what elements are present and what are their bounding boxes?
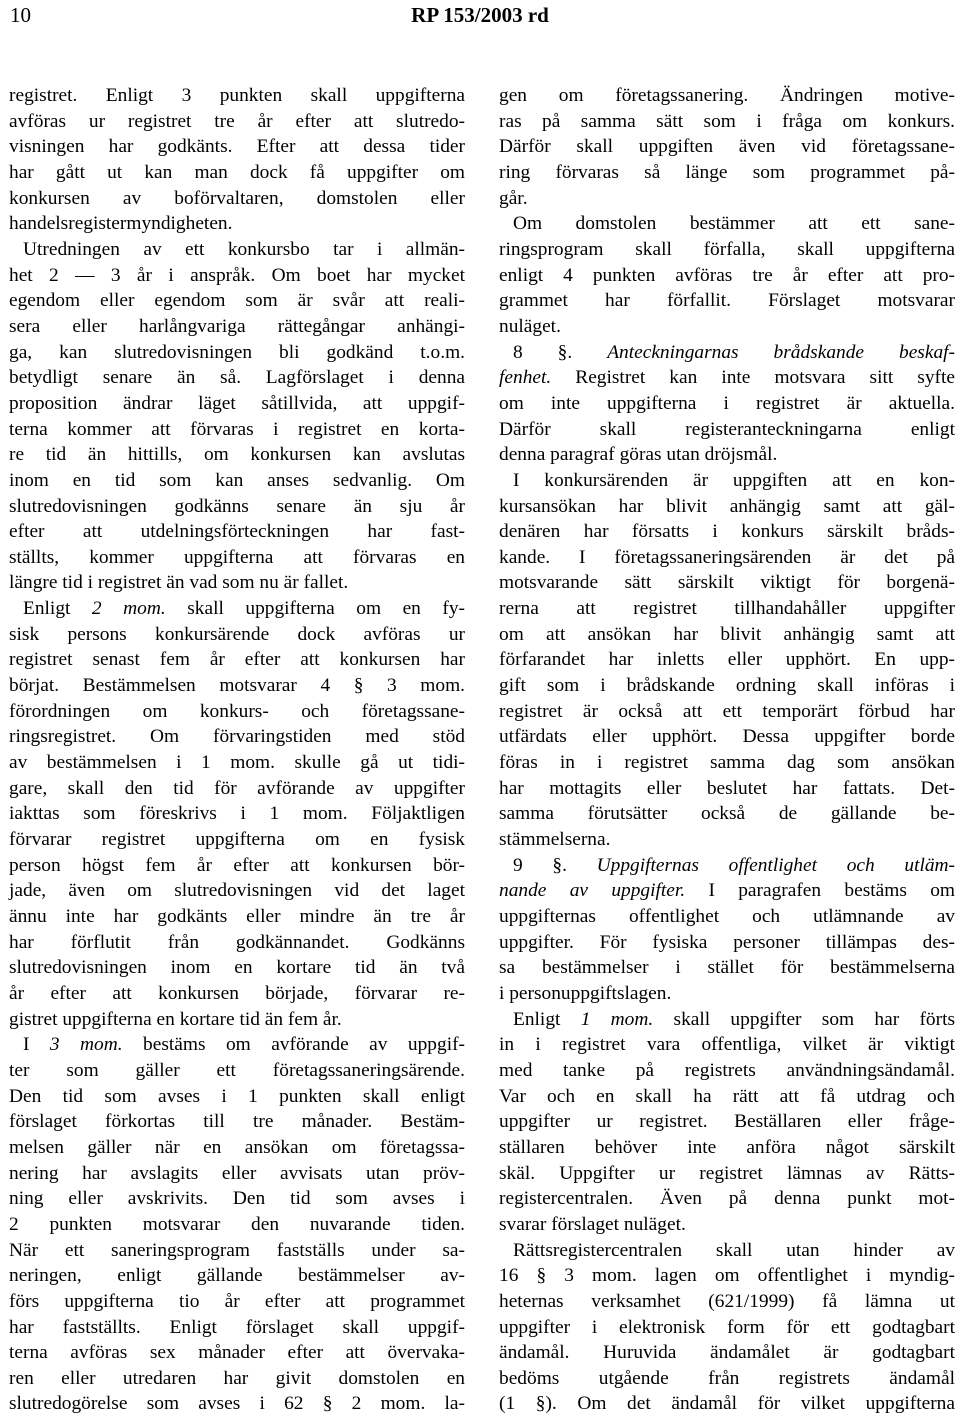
text-line: avföras ur registret tre år efter att slutredo- [9, 110, 465, 132]
text-line: motsvarande sätt särskilt viktigt för borgenä- [499, 572, 955, 594]
italic-text: 3 mom. [49, 1034, 123, 1056]
text-line: terna kommer att förvaras i registret en korta- [9, 418, 465, 440]
text-line: av bestämmelsen i 1 mom. skulle gå ut tidi- [9, 752, 465, 774]
text-line: har fastställts. Enligt förslaget skall uppgif- [9, 1316, 465, 1338]
text-line: ännu inte har godkänts eller mindre än tre år [9, 906, 465, 927]
text-line: proposition ändrar läget såtillvida, att uppgif- [9, 392, 465, 414]
text-line: (1 §). Om det ändamål för vilket uppgifterna [499, 1393, 955, 1415]
text-line: denären har försatts i konkurs särskilt bråds- [499, 521, 955, 543]
text-line: nande av uppgifter. I paragrafen bestäms om [499, 880, 955, 902]
text-line: svarar förslaget nuläget. [499, 1213, 686, 1235]
text-line: re tid än hittills, om konkursen kan avslutas [9, 444, 465, 466]
text-line: konkursen av boförvaltaren, domstolen eller [9, 187, 465, 209]
text-line: Rättsregistercentralen skall utan hinder av [513, 1239, 955, 1261]
text-line: ring förvaras så länge som programmet på- [499, 161, 955, 183]
text-line: ter som gäller ett företagssaneringsärende. [9, 1059, 465, 1081]
text-line: visningen har godkänts. Efter att dessa tider [9, 136, 465, 158]
text-line: person högst fem år efter att konkursen bör- [9, 854, 465, 876]
text-line: samma förutsätter också de gällande be- [499, 803, 955, 825]
text-line: kande. I företagssaneringsärenden är det på [499, 546, 955, 568]
text-line: förfarandet har inletts eller upphört. En upp- [499, 649, 955, 671]
text-line: Den tid som avses i 1 punkten skall enligt [9, 1085, 465, 1107]
text-line: med tanke på registrets användningsändamål. [499, 1059, 955, 1081]
italic-text: nande av uppgifter. [499, 880, 686, 902]
italic-text: 2 mom. [91, 598, 166, 620]
text-line: gare, skall den tid för avförande av uppgifter [9, 777, 465, 799]
text-line: handelsregistermyndigheten. [9, 213, 233, 235]
text-line: registret. Enligt 3 punkten skall uppgifterna [9, 85, 465, 106]
text-line: Därför skall registeranteckningarna enligt [499, 418, 955, 440]
text-line: grammet har förfallit. Förslaget motsvarar [499, 290, 955, 312]
text-line: rerna att registret tillhandahåller uppgifter [499, 598, 955, 620]
text-line: utfärdats eller upphört. Dessa uppgifter borde [499, 726, 955, 748]
text-line: förvarar registret uppgifterna om en fysisk [9, 829, 465, 851]
italic-text: fenhet. [499, 367, 552, 389]
text-line: Om domstolen bestämmer att ett sane- [513, 213, 955, 235]
text-line: Utredningen av ett konkursbo tar i allmän- [23, 238, 465, 260]
text-line: Var och en skall ha rätt att få utdrag och [499, 1085, 955, 1107]
text-line: När ett saneringsprogram fastställs under sa- [9, 1239, 465, 1261]
text-line: stämmelserna. [499, 829, 611, 851]
text-line: föras in i registret samma dag som ansökan [499, 752, 955, 774]
text-line: ga, kan slutredovisningen bli godkänd t.o.m. [9, 341, 465, 363]
text-line: fenhet. Registret kan inte motsvara sitt syfte [499, 367, 955, 389]
text-line: Enligt 1 mom. skall uppgifter som har förts [513, 1008, 955, 1030]
italic-text: 1 mom. [580, 1008, 654, 1030]
text-line: om att ansökan har blivit anhängig samt att [499, 623, 955, 645]
text-line: kursansökan har blivit anhängig samt att gäl- [499, 495, 955, 517]
text-line: gistret uppgifterna en kortare tid än fem år. [9, 1008, 342, 1030]
text-line: I konkursärenden är uppgiften att en kon- [513, 469, 955, 491]
text-line: 2 punkten motsvarar den nuvarande tiden. [9, 1213, 465, 1235]
text-line: I 3 mom. bestäms om avförande av uppgif- [23, 1034, 465, 1056]
text-line: betydligt senare än så. Lagförslaget i denna [9, 367, 465, 389]
text-line: registret är också att ett temporärt förbud har [499, 700, 955, 722]
text-line: ras på samma sätt som i fråga om konkurs. [499, 110, 955, 132]
text-line: bedöms utgående från registrets ändamål [499, 1367, 955, 1389]
text-line: in i registret vara offentliga, vilket är viktigt [499, 1034, 955, 1056]
text-line: ning eller avskrivits. Den tid som avses i [9, 1188, 465, 1210]
text-line: slutredovisningen inom en kortare tid än två [9, 957, 465, 979]
text-line: sera eller harlångvariga rättegångar anhängi- [9, 315, 465, 337]
text-line: har gått ut kan man dock få uppgifter om [9, 161, 465, 183]
text-line: inom en tid som kan anses sedvanlig. Om [9, 469, 465, 491]
text-line: uppgifternas offentlighet och utlämnande av [499, 906, 955, 927]
text-line: ändamål. Huruvida ändamålet är godtagbart [499, 1342, 955, 1364]
text-line: gen om företagssanering. Ändringen motive- [499, 85, 955, 106]
text-line: iakttas som föreskrivs i 1 mom. Följaktligen [9, 803, 465, 825]
text-line: förordningen om konkurs- och företagssane- [9, 700, 465, 722]
text-line: denna paragraf göras utan dröjsmål. [499, 444, 778, 466]
page-number: 10 [10, 3, 31, 27]
text-line: förslaget förkortas till tre månader. Bestäm- [9, 1111, 465, 1133]
page-header [0, 0, 960, 40]
text-line: ställts, kommer uppgifterna att förvaras en [9, 546, 465, 568]
text-line: börjat. Bestämmelsen motsvarar 4 § 3 mom. [9, 675, 465, 697]
text-line: slutredogörelse som avses i 62 § 2 mom. la- [9, 1393, 465, 1415]
text-line: längre tid i registret än vad som nu är fallet. [9, 572, 349, 594]
text-line: registret senast fem år efter att konkursen har [9, 649, 465, 671]
text-line: slutredovisningen godkänns senare än sju år [9, 495, 465, 517]
text-line: gift som i brådskande ordning skall införas i [499, 675, 955, 697]
text-line: melsen gäller när en ansökan om företagssa- [9, 1136, 465, 1158]
text-line: ställaren behöver inte anföra något särskilt [499, 1136, 955, 1158]
text-line: ringsregistret. Om förvaringstiden med stöd [9, 726, 465, 748]
text-line: ren eller utredaren har givit domstolen en [9, 1367, 465, 1389]
left-text-column [9, 83, 465, 1417]
text-line: neringen, enligt gällande bestämmelser av- [9, 1265, 465, 1287]
text-line: 8 §. Anteckningarnas brådskande beskaf- [513, 341, 955, 363]
text-line: heternas verksamhet (621/1999) få lämna ut [499, 1290, 955, 1312]
text-line: nering har avslagits eller avvisats utan pröv- [9, 1162, 465, 1184]
text-line: egendom eller egendom som är svår att reali- [9, 290, 465, 312]
text-line: har mottagits eller beslutet har fattats. Det- [499, 777, 955, 799]
text-line: 16 § 3 mom. lagen om offentlighet i myndig- [499, 1265, 955, 1287]
text-line: efter att utdelningsförteckningen har fast- [9, 521, 465, 543]
text-line: uppgifter. För fysiska personer tillämpas des- [499, 931, 955, 953]
text-line: uppgifter i elektronisk form för ett godtagbart [499, 1316, 955, 1338]
right-text-column [499, 83, 955, 1417]
text-line: om inte uppgifterna i registret är aktuella. [499, 392, 955, 414]
text-line: registercentralen. Även på denna punkt mot- [499, 1188, 955, 1210]
text-line: enligt 4 punkten avföras tre år efter att pro- [499, 264, 955, 286]
text-line: sa bestämmelser i stället för bestämmelserna [499, 957, 955, 979]
text-line: Därför skall uppgiften även vid företagssane- [499, 136, 955, 158]
italic-text: Uppgifternas offentlighet och utläm- [596, 854, 956, 876]
italic-text: Anteckningarnas brådskande beskaf- [607, 341, 955, 363]
text-line: jade, även om slutredovisningen vid det laget [9, 880, 465, 902]
text-line: terna avföras sex månader efter att övervaka- [9, 1342, 465, 1364]
text-line: i personuppgiftslagen. [499, 982, 672, 1004]
document-id: RP 153/2003 rd [411, 3, 549, 27]
text-line: uppgifter ur registret. Beställaren eller fråge- [499, 1111, 955, 1133]
text-line: förs uppgifterna tio år efter att programmet [9, 1290, 465, 1312]
text-line: het 2 — 3 år i anspråk. Om boet har mycket [9, 264, 465, 286]
text-line: år efter att konkursen började, förvarar re- [9, 982, 465, 1004]
text-line: ringsprogram skall förfalla, skall uppgifterna [499, 238, 955, 260]
text-line: går. [499, 187, 528, 209]
text-line: nuläget. [499, 315, 561, 337]
text-line: har förflutit från godkännandet. Godkänns [9, 931, 465, 953]
text-line: sisk persons konkursärende dock avföras ur [9, 623, 465, 645]
text-line: skäl. Uppgifter ur registret lämnas av Rätts- [499, 1162, 955, 1184]
text-line: Enligt 2 mom. skall uppgifterna om en fy- [23, 598, 466, 620]
text-line: 9 §. Uppgifternas offentlighet och utläm- [513, 854, 956, 876]
